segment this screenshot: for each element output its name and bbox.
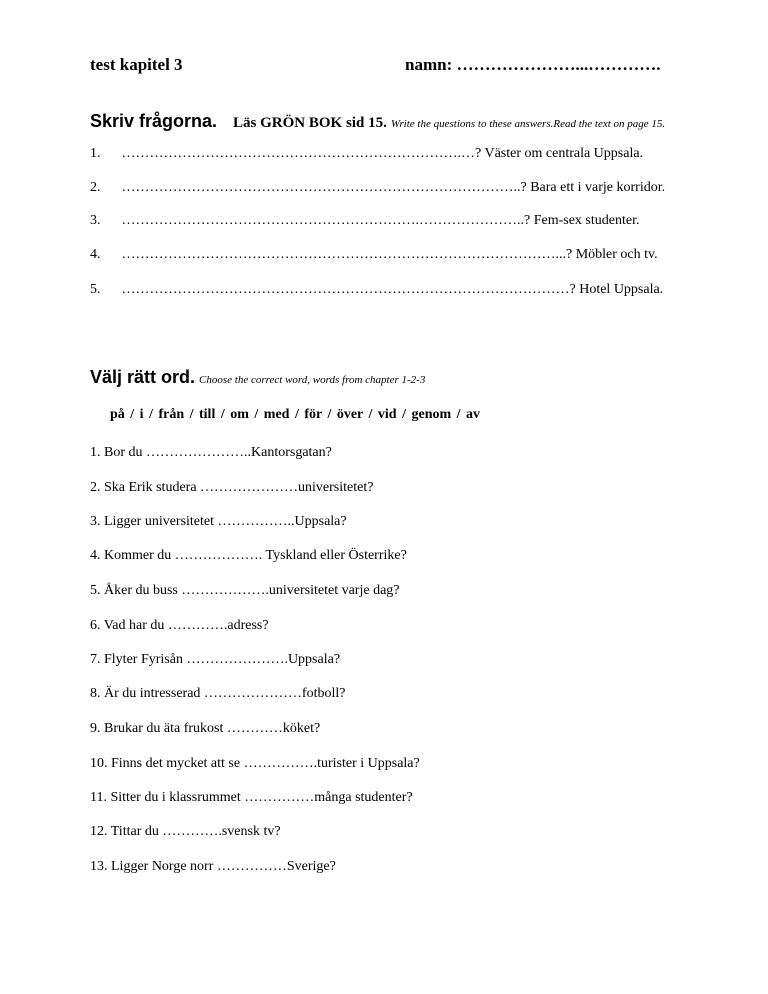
fill-number: 1. [90,445,101,460]
question-text: ……………………………………………………………………………………? Hotel Uppsala. [121,282,664,297]
fill-item-5 [90,583,400,599]
question-number: 5. [90,282,101,297]
fill-text: Ligger Norge norr ……………Sverige? [111,859,336,874]
section2-heading: Välj rätt ord. [90,367,196,387]
fill-number: 9. [90,721,101,736]
name-field-label: namn: …………………...…………. [405,55,661,74]
word-bank: på / i / från / till / om / med / för / över / vid / genom / av [110,407,481,422]
fill-item-12 [90,824,281,840]
fill-item-4 [90,548,407,564]
section2-heading-row [90,367,425,388]
fill-number: 13. [90,859,108,874]
fill-number: 8. [90,686,101,701]
fill-item-7 [90,652,340,668]
fill-number: 2. [90,480,101,495]
fill-item-11 [90,790,413,806]
fill-number: 7. [90,652,101,667]
question-number: 2. [90,180,101,195]
fill-number: 10. [90,756,108,771]
fill-item-8 [90,686,345,702]
fill-text: Åker du buss ……………….universitetet varje dag? [104,583,400,598]
fill-text: Ska Erik studera …………………universitetet? [104,480,374,495]
fill-number: 4. [90,548,101,563]
section1-heading-row [90,111,665,132]
question-text: …………………………………………………………………………………...? Möbler och tv. [121,247,658,262]
fill-item-1 [90,445,332,461]
fill-text: Brukar du äta frukost …………köket? [104,721,321,736]
question-item-1 [90,146,643,162]
fill-number: 11. [90,790,107,805]
fill-text: Sitter du i klassrummet ……………många studenter? [110,790,413,805]
fill-number: 12. [90,824,108,839]
section2-instruction: Choose the correct word, words from chapter 1-2-3 [199,374,426,386]
question-item-3 [90,213,639,229]
question-item-5 [90,282,663,298]
section1-instruction: Write the questions to these answers.Read the text on page 15. [390,118,666,130]
fill-number: 3. [90,514,101,529]
section1-heading: Skriv frågorna. [90,111,218,131]
fill-number: 5. [90,583,101,598]
fill-text: Kommer du ………………. Tyskland eller Österrike? [104,548,407,563]
fill-text: Tittar du ………….svensk tv? [110,824,281,839]
question-number: 3. [90,213,101,228]
fill-text: Vad har du ………….adress? [103,618,269,633]
fill-number: 6. [90,618,101,633]
question-item-2 [90,180,665,196]
fill-item-6 [90,618,269,634]
fill-text: Bor du …………………..Kantorsgatan? [104,445,332,460]
fill-text: Finns det mycket att se …………….turister i Uppsala? [111,756,420,771]
question-text: …………………………………………………………………………..? Bara ett i varje korridor. [121,180,666,195]
question-text: ……………………………………………………………….…? Väster om centrala Uppsala. [121,146,644,161]
fill-text: Flyter Fyrisån ………………….Uppsala? [104,652,341,667]
fill-item-3 [90,514,347,530]
fill-item-2 [90,480,373,496]
fill-text: Är du intresserad …………………fotboll? [104,686,346,701]
section1-subheading: Läs GRÖN BOK sid 15. [233,115,387,131]
question-text: ……………………………………………………….…………………..? Fem-sex studenter. [121,213,640,228]
fill-item-9 [90,721,320,737]
fill-item-13 [90,859,336,875]
fill-text: Ligger universitetet ……………..Uppsala? [104,514,347,529]
question-item-4 [90,247,658,263]
fill-item-10 [90,756,420,772]
question-number: 4. [90,247,101,262]
worksheet-title: test kapitel 3 [90,55,183,74]
question-number: 1. [90,146,101,161]
